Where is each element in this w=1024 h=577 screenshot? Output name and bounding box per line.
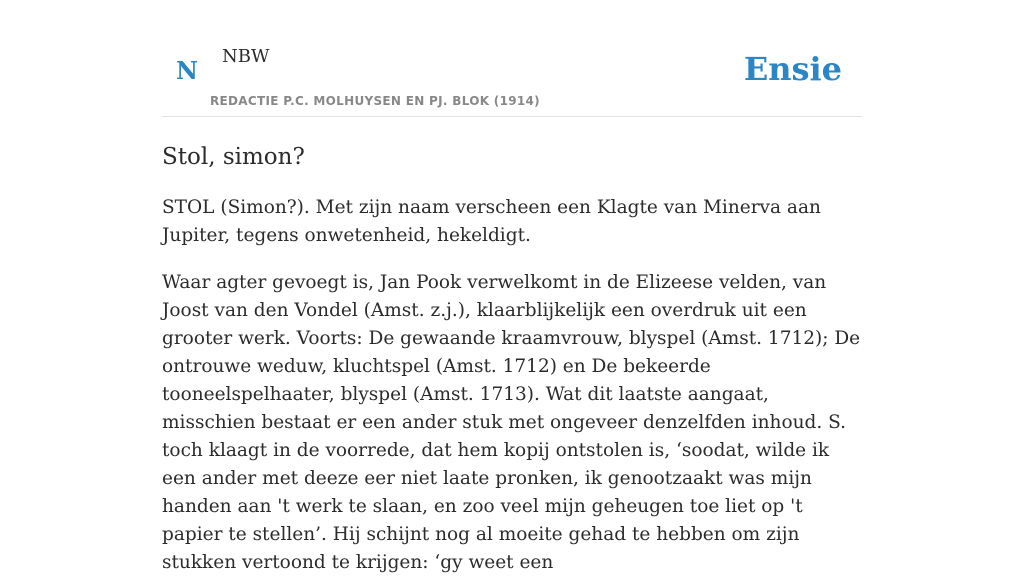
source-logo[interactable]: N bbox=[176, 56, 198, 85]
article-paragraph: Waar agter gevoegt is, Jan Pook verwelkomt in de Elizeese velden, van Joost van den Vondel (Amst. z.j.), klaarblijkelijk een overdruk uit een grooter werk. Voorts: De gewaande kraamvrouw, blyspel (Amst. 1712); De ontrouwe weduw, kluchtspel (Amst. 1712) en De bekeerde tooneelspelhaater, blyspel (Amst. 1713). Wat dit laatste aangaat, misschien bestaat er een ander stuk met ongeveer denzelfden inhoud. S. toch klaagt in de voorrede, dat hem kopij ontstolen is, ‘soodat, wilde ik een ander met deeze eer niet laate pronken, ik genootzaakt was mijn handen aan 't werk te slaan, en zoo veel mijn geheugen toe liet op 't papier te stellen’. Hij schijnt nog al moeite gehad te hebben om zijn stukken vertoond te krijgen: ‘gy weet een bbox=[162, 272, 861, 573]
header bbox=[162, 0, 862, 117]
article-paragraph: STOL (Simon?). Met zijn naam verscheen een Klagte van Minerva aan Jupiter, tegens onwetenheid, hekeldigt. bbox=[162, 197, 821, 246]
source-subtitle: REDACTIE P.C. MOLHUYSEN EN PJ. BLOK (1914) bbox=[210, 94, 540, 108]
page-container bbox=[162, 0, 862, 577]
source-name[interactable]: NBW bbox=[222, 46, 270, 67]
brand-logo[interactable]: Ensie bbox=[743, 50, 842, 88]
article-title: Stol, simon? bbox=[162, 144, 305, 170]
